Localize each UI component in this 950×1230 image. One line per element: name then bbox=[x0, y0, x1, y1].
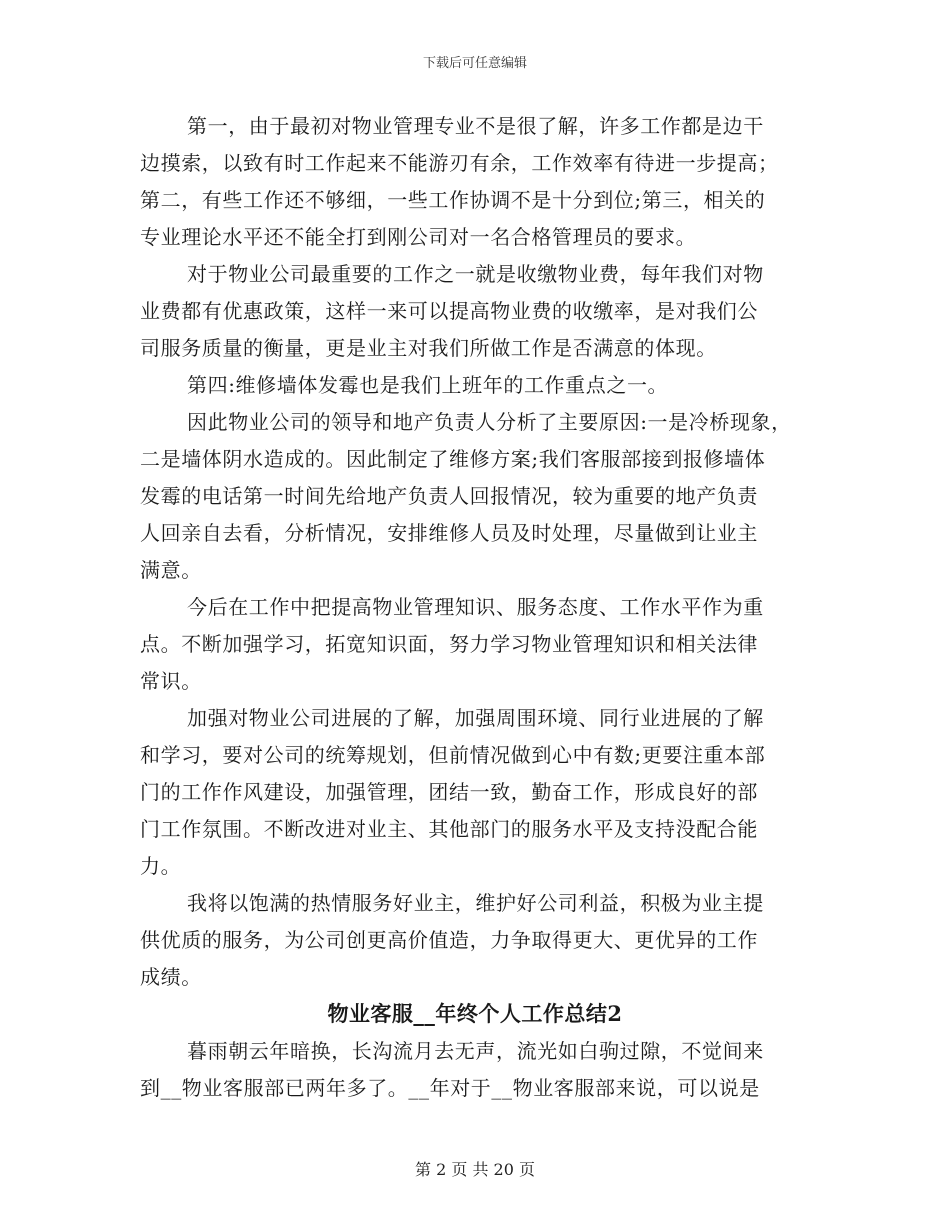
body-line: 第二，有些工作还不够细，一些工作协调不是十分到位;第三，相关的 bbox=[140, 188, 766, 212]
body-line: 第四:维修墙体发霉也是我们上班年的工作重点之一。 bbox=[187, 373, 669, 397]
body-line: 业费都有优惠政策，这样一来可以提高物业费的收缴率，是对我们公 bbox=[140, 299, 758, 323]
body-line: 和学习，要对公司的统筹规划，但前情况做到心中有数;更要注重本部 bbox=[140, 743, 766, 767]
body-line: 门工作氛围。不断改进对业主、其他部门的服务水平及支持没配合能 bbox=[140, 817, 758, 841]
body-line: 第一，由于最初对物业管理专业不是很了解，许多工作都是边干 bbox=[187, 114, 764, 138]
body-line: 门的工作作风建设，加强管理，团结一致，勤奋工作，形成良好的部 bbox=[140, 780, 758, 804]
body-line: 专业理论水平还不能全打到刚公司对一名合格管理员的要求。 bbox=[140, 225, 697, 249]
body-line: 供优质的服务，为公司创更高价值造，力争取得更大、更优异的工作 bbox=[140, 928, 758, 952]
body-line: 常识。 bbox=[140, 669, 202, 693]
body-line: 对于物业公司最重要的工作之一就是收缴物业费，每年我们对物 bbox=[187, 262, 764, 286]
body-line: 人回亲自去看，分析情况，安排维修人员及时处理，尽量做到让业主 bbox=[140, 521, 758, 545]
body-line: 加强对物业公司进展的了解，加强周围环境、同行业进展的了解 bbox=[187, 706, 764, 730]
page-header: 下载后可任意编辑 bbox=[422, 56, 527, 71]
body-line: 边摸索，以致有时工作起来不能游刃有余，工作效率有待进一步提高； bbox=[140, 151, 779, 175]
body-line: 因此物业公司的领导和地产负责人分析了主要原因:一是冷桥现象， bbox=[187, 410, 792, 434]
body-line: 二是墙体阴水造成的。因此制定了维修方案;我们客服部接到报修墙体 bbox=[140, 447, 766, 471]
page-footer: 第 2 页 共 20 页 bbox=[415, 1160, 535, 1179]
body-line: 力。 bbox=[140, 854, 182, 878]
section-title: 物业客服__年终个人工作总结2 bbox=[327, 1001, 623, 1026]
body-line: 满意。 bbox=[140, 558, 202, 582]
body-line: 到__物业客服部已两年多了。__年对于__物业客服部来说，可以说是 bbox=[140, 1076, 760, 1100]
body-line: 司服务质量的衡量，更是业主对我们所做工作是否满意的体现。 bbox=[140, 336, 717, 360]
body-line: 我将以饱满的热情服务好业主，维护好公司利益，积极为业主提 bbox=[187, 891, 764, 915]
body-line: 成绩。 bbox=[140, 965, 202, 989]
body-line: 暮雨朝云年暗换，长沟流月去无声，流光如白驹过隙，不觉间来 bbox=[187, 1039, 764, 1063]
body-line: 发霉的电话第一时间先给地产负责人回报情况，较为重要的地产负责 bbox=[140, 484, 758, 508]
body-line: 今后在工作中把提高物业管理知识、服务态度、工作水平作为重 bbox=[187, 595, 764, 619]
body-line: 点。不断加强学习，拓宽知识面，努力学习物业管理知识和相关法律 bbox=[140, 632, 758, 656]
